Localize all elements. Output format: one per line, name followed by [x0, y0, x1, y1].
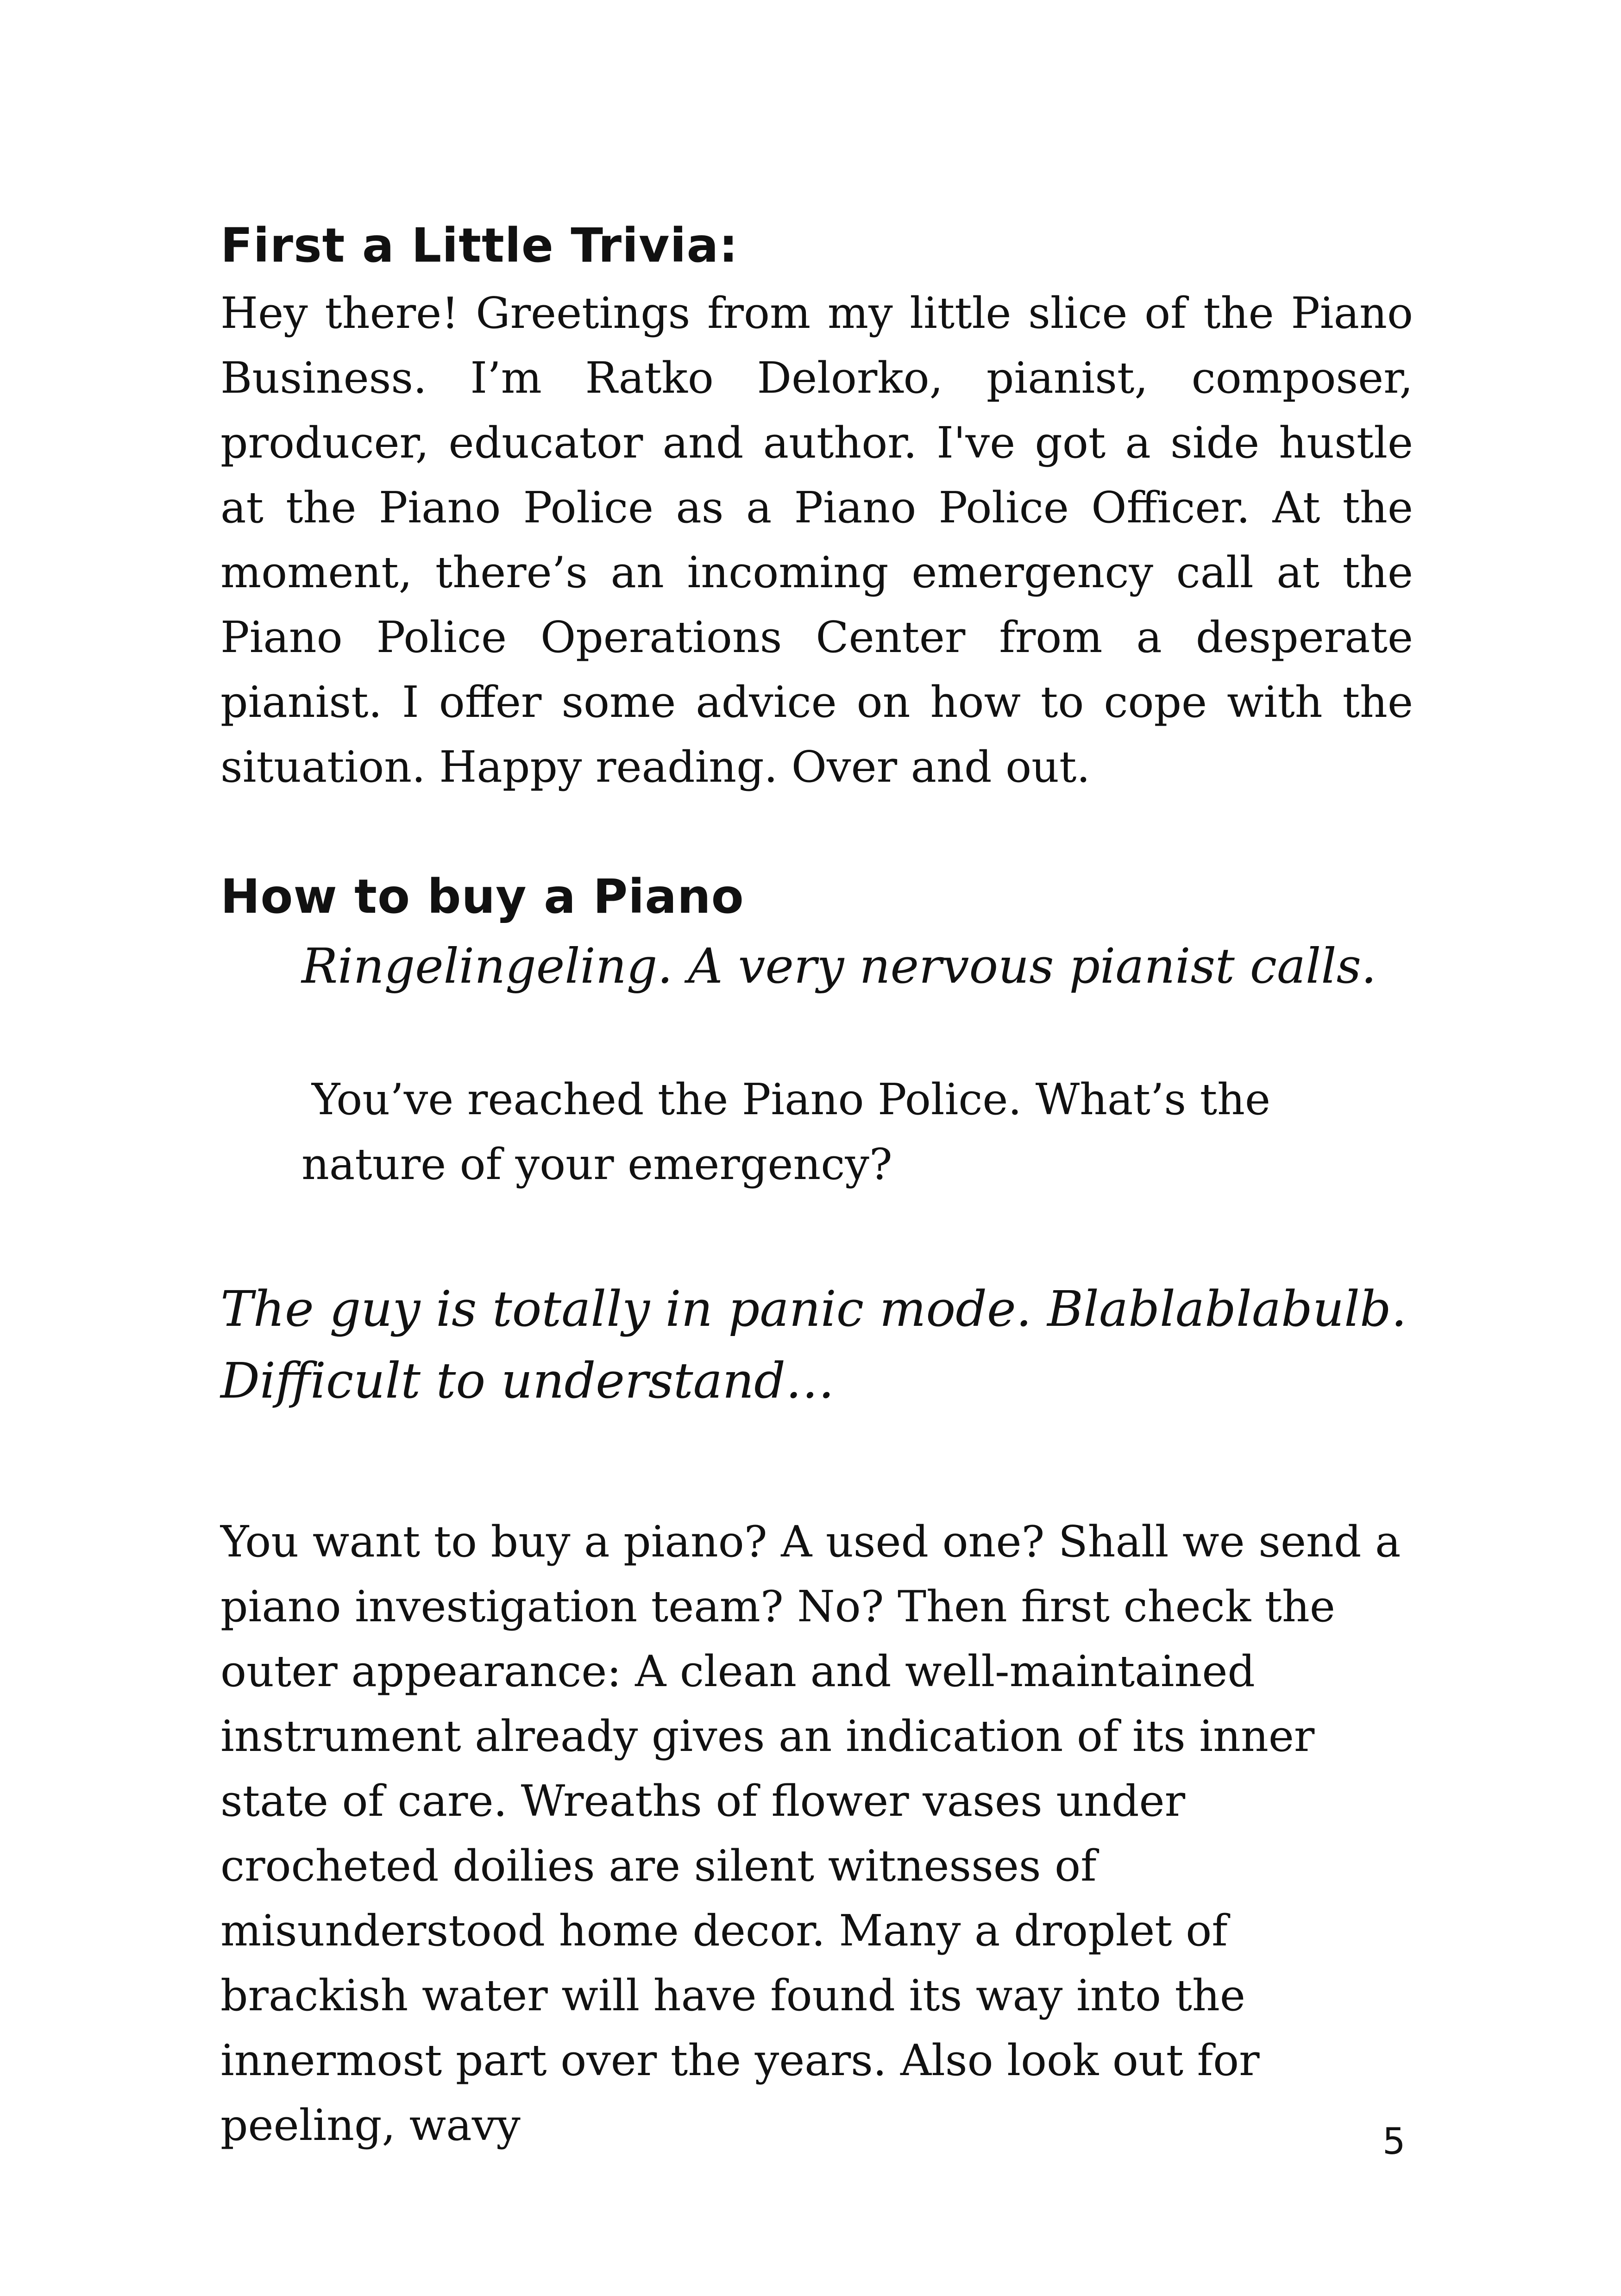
call-line: Ringelingeling. A very nervous pianist calls.: [302, 937, 1377, 994]
page-content: [220, 218, 1413, 2158]
police-greeting: You’ve reached the Piano Police. What’s the nature of your emergency?: [302, 1074, 1271, 1189]
trivia-paragraph: Hey there! Greetings from my little slice of the Piano Business. I’m Ratko Delorko, pianist, composer, producer, educator and author. I've got a side hustle at the Piano Police as a Piano Police Officer. At the moment, there’s an incoming emergency call at the Piano Police Operations Center from a desperate pianist. I offer some advice on how to cope with the situation. Happy reading. Over and out.: [220, 288, 1413, 792]
section-heading-trivia: First a Little Trivia:: [220, 218, 739, 273]
page-number: 5: [1382, 2121, 1406, 2163]
section-heading-buy-piano: How to buy a Piano: [220, 869, 744, 925]
panic-description: The guy is totally in panic mode. Blablablabulb. Difficult to understand…: [220, 1280, 1407, 1409]
buy-piano-paragraph: You want to buy a piano? A used one? Shall we send a piano investigation team? No? Then first check the outer appearance: A clean and well-maintained instrument already gives an indication of its inner state of care. Wreaths of flower vases under crocheted doilies are silent witnesses of misunderstood home decor. Many a droplet of brackish water will have found its way into the innermost part over the years. Also look out for peeling, wavy: [220, 1516, 1401, 2150]
